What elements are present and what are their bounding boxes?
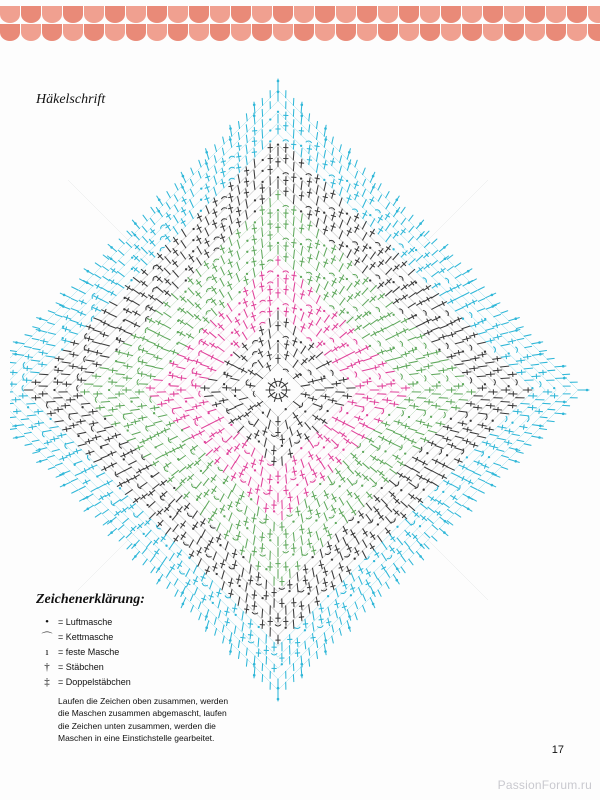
scallop <box>294 24 314 41</box>
scallop <box>0 6 20 23</box>
scallop <box>420 24 440 41</box>
scallop <box>399 6 419 23</box>
scallop <box>105 24 125 41</box>
scallop <box>168 24 188 41</box>
scallop <box>462 6 482 23</box>
watermark <box>498 778 592 792</box>
scallop <box>147 24 167 41</box>
legend-item <box>36 674 266 689</box>
scallop <box>336 6 356 23</box>
treble-crochet-cross-icon: ‡ <box>44 675 50 688</box>
scallop <box>84 6 104 23</box>
scallop-row-top <box>0 6 600 24</box>
scallop <box>126 6 146 23</box>
scallop <box>399 24 419 41</box>
legend-item <box>36 614 266 629</box>
scallop <box>126 24 146 41</box>
scallop <box>567 24 587 41</box>
scallop <box>210 6 230 23</box>
scallop <box>588 24 600 41</box>
page-number: 17 <box>551 744 564 756</box>
scallop <box>504 24 524 41</box>
legend-item-label: = Doppelstäbchen <box>58 676 131 687</box>
scallop <box>210 24 230 41</box>
scallop <box>315 24 335 41</box>
scallop <box>21 24 41 41</box>
decorative-top-border <box>0 0 600 44</box>
scallop <box>63 6 83 23</box>
slip-stitch-arc-icon: ⌒ <box>41 631 53 644</box>
scallop <box>525 6 545 23</box>
scallop <box>315 6 335 23</box>
legend-item <box>36 644 266 659</box>
scallop <box>273 6 293 23</box>
scallop <box>147 6 167 23</box>
scallop <box>231 6 251 23</box>
scallop <box>378 6 398 23</box>
scallop <box>42 24 62 41</box>
scallop <box>567 6 587 23</box>
scallop <box>273 24 293 41</box>
legend-item-label: = feste Masche <box>58 646 120 657</box>
scallop <box>525 24 545 41</box>
scallop <box>252 24 272 41</box>
single-crochet-bar-icon: ı <box>45 645 49 658</box>
chain-stitch-dot-icon: • <box>45 615 49 628</box>
scallop <box>252 6 272 23</box>
legend-item <box>36 659 266 674</box>
scallop <box>483 6 503 23</box>
legend-list <box>36 614 266 689</box>
scallop <box>504 6 524 23</box>
page-title: Häkelschrift <box>36 92 106 107</box>
scallop <box>378 24 398 41</box>
scallop <box>462 24 482 41</box>
scallop <box>84 24 104 41</box>
scallop <box>483 24 503 41</box>
legend-item <box>36 629 266 644</box>
legend-note: Laufen die Zeichen oben zusammen, werden die Maschen zusammen abgemascht, laufen die Zeichen unten zusammen, werden die Maschen in eine Einstichstelle gearbeitet. <box>58 696 229 743</box>
legend-item-label: = Luftmasche <box>58 616 113 627</box>
scallop <box>168 6 188 23</box>
legend-item-label: = Kettmasche <box>58 631 114 642</box>
legend <box>36 592 266 744</box>
scallop-row-bottom <box>0 24 600 42</box>
double-crochet-cross-icon: † <box>44 660 50 673</box>
legend-item-label: = Stäbchen <box>58 661 104 672</box>
scallop <box>546 6 566 23</box>
scallop <box>420 6 440 23</box>
scallop <box>0 24 20 41</box>
scallop <box>357 24 377 41</box>
scallop <box>588 6 600 23</box>
watermark-text: PassionForum.ru <box>497 778 592 792</box>
legend-title: Zeichenerklärung: <box>36 592 145 607</box>
scallop <box>21 6 41 23</box>
scallop <box>42 6 62 23</box>
scallop <box>294 6 314 23</box>
scallop <box>63 24 83 41</box>
scallop <box>357 6 377 23</box>
scallop <box>189 6 209 23</box>
scallop <box>336 24 356 41</box>
scallop <box>231 24 251 41</box>
scallop <box>189 24 209 41</box>
scallop <box>546 24 566 41</box>
scallop <box>105 6 125 23</box>
scallop <box>441 6 461 23</box>
scallop <box>441 24 461 41</box>
